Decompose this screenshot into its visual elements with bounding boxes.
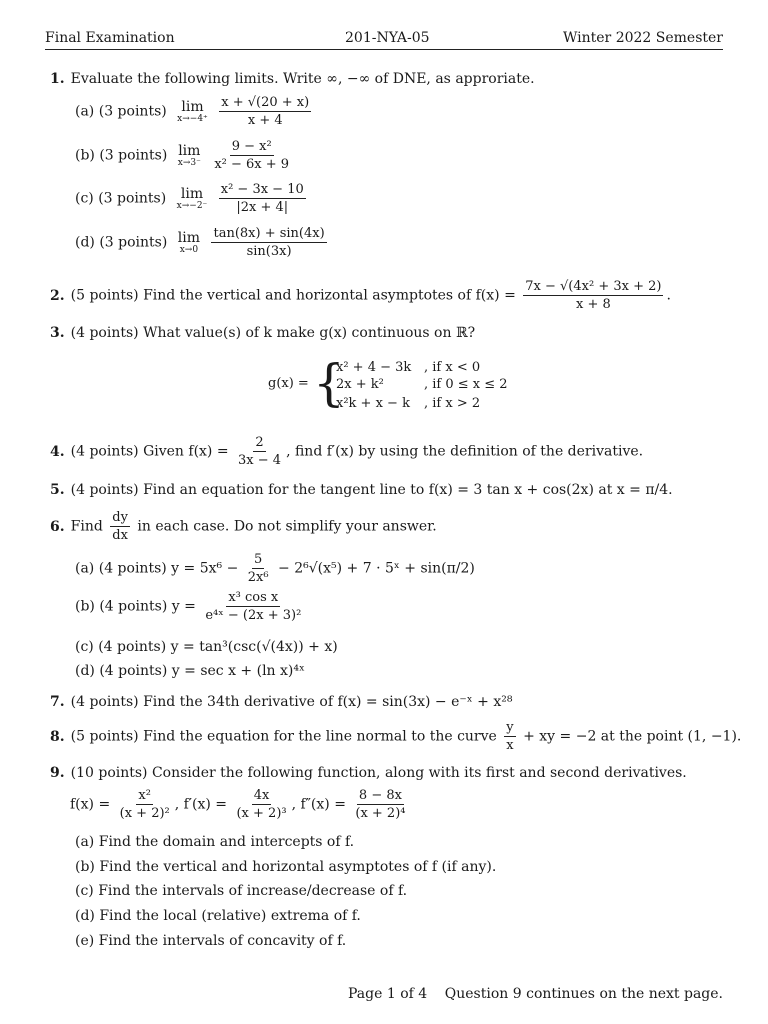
part-label: (b) (75, 598, 95, 615)
part-points: (4 points) (99, 663, 168, 679)
question-1 (50, 71, 535, 87)
question-number: 8. (50, 728, 65, 745)
question-text: Find an equation for the tangent line to f(x) = 3 tan x + cos(2x) at x = π/4. (143, 482, 673, 498)
question-number: 9. (50, 765, 65, 781)
continuation-note: Question 9 continues on the next page. (444, 986, 723, 1002)
piecewise-lhs: g(x) = (268, 376, 309, 391)
page-number: Page 1 of 4 (348, 986, 428, 1002)
limit-operator: lim x→0 (177, 229, 201, 255)
part-expression: y = tan³(csc(√(4x)) + x) (170, 639, 338, 655)
part-points: (4 points) (98, 560, 167, 577)
part-label: (d) (75, 234, 95, 251)
question-1a (75, 95, 314, 128)
part-text: Find the local (relative) extrema of f. (99, 908, 361, 924)
question-1b (75, 139, 294, 172)
part-label: (c) (75, 883, 94, 899)
question-6b: (b) (4 points) y = $\frac{\text{x³ cos x}}{\text{e⁴ˣ − (2x + 3)²}}$ (75, 590, 302, 623)
limit-fraction: $\frac{\text{9 − x²}}{\text{x² − 6x + 9}}$ (214, 139, 290, 172)
piece-cond-3: , if x > 2 (424, 396, 481, 411)
part-label: (d) (75, 663, 95, 679)
question-6c (75, 639, 338, 655)
part-label: (d) (75, 908, 95, 924)
piece-cond-2: , if 0 ≤ x ≤ 2 (424, 377, 508, 392)
question-points: (5 points) (70, 287, 139, 304)
question-9d (75, 908, 361, 924)
question-points: (4 points) (70, 443, 139, 460)
question-7 (50, 694, 512, 710)
function-definitions: f(x) = $\frac{\text{x²}}{\text{(x + 2)²}}$ , f′(x) = $\frac{4x}{\text{(x + 2)³}}$ , f″(x) = $\frac{8 - 8x}{\text{(x + 2)⁴}}$ (70, 788, 406, 821)
piece-expr-1: x² + 4 − 3k (336, 360, 412, 375)
header-course-title: Final Examination (45, 30, 175, 46)
limit-operator: lim x→−4⁺ (177, 98, 208, 124)
part-label: (b) (75, 859, 95, 875)
question-number: 4. (50, 443, 65, 460)
part-label: (c) (75, 190, 94, 207)
question-points: (4 points) (70, 694, 139, 710)
question-number: 1. (50, 71, 65, 87)
limit-operator: lim x→−2⁻ (176, 185, 208, 211)
question-9b (75, 859, 496, 875)
part-text: Find the domain and intercepts of f. (98, 834, 355, 850)
question-9c (75, 883, 407, 899)
question-number: 6. (50, 518, 65, 535)
limit-operator: lim x→3⁻ (177, 142, 201, 168)
part-text: Find the intervals of increase/decrease of f. (98, 883, 408, 899)
question-text: in each case. Do not simplify your answer. (137, 518, 437, 535)
question-6a: (a) (4 points) y = 5x⁶ − $\frac{5}{\text{2x⁶}}$ − 2⁶√(x⁵) + 7 · 5ˣ + sin(π/2) (75, 552, 475, 585)
header-semester: Winter 2022 Semester (563, 30, 723, 46)
question-9e (75, 933, 346, 949)
part-label: (a) (75, 560, 95, 577)
piecewise-brace: { (313, 354, 345, 412)
part-points: (4 points) (98, 639, 167, 655)
part-fraction: $\frac{5}{\text{2x⁶}}$ (247, 552, 269, 585)
question-3 (50, 325, 475, 341)
question-6: 6. Find $\frac{dy}{dx}$ in each case. Do not simplify your answer. (50, 510, 437, 543)
function-fraction: $\frac{2}{3x - 4}$ (238, 435, 282, 468)
question-1d (75, 226, 330, 259)
question-number: 5. (50, 482, 65, 498)
question-2: 2. (5 points) Find the vertical and horizontal asymptotes of f(x) = $\frac{\text{7x − √(4x² + 3x + 2)}}{x + 8}$ . (50, 279, 671, 312)
question-number: 3. (50, 325, 65, 341)
question-text: Given f(x) = (143, 443, 229, 460)
question-text: What value(s) of k make g(x) continuous on ℝ? (143, 325, 476, 341)
question-text: Find the 34th derivative of f(x) = sin(3x) − e⁻ˣ + x²⁸ (143, 694, 513, 710)
curve-fraction: $\frac{y}{x}$ (506, 720, 514, 753)
f-double-prime-fraction: $\frac{8 - 8x}{\text{(x + 2)⁴}}$ (355, 788, 406, 821)
limit-fraction: $\frac{\tan(8x) + \sin(4x)}{\sin(3x)}$ (213, 226, 325, 259)
asymptote-fraction: $\frac{\text{7x − √(4x² + 3x + 2)}}{x + 8}$ (525, 279, 662, 312)
part-points: (3 points) (99, 234, 168, 251)
question-text: Consider the following function, along with its first and second derivatives. (151, 765, 687, 781)
part-text: Find the intervals of concavity of f. (98, 933, 347, 949)
question-text: Find the equation for the line normal to the curve (143, 728, 497, 745)
question-text: Find the vertical and horizontal asymptotes of f(x) = (143, 287, 516, 304)
part-points: (3 points) (98, 190, 167, 207)
part-points: (3 points) (99, 147, 168, 164)
question-5 (50, 482, 673, 498)
part-label: (a) (75, 834, 95, 850)
derivative-fraction: $\frac{dy}{dx}$ (112, 510, 128, 543)
limit-fraction: $\frac{\text{x² − 3x − 10}}{|2x + 4|}$ (220, 182, 304, 215)
part-label: (e) (75, 933, 95, 949)
question-4: 4. (4 points) Given f(x) = $\frac{2}{3x - 4}$ , find f′(x) by using the definition of the derivative. (50, 435, 644, 468)
part-label: (a) (75, 103, 95, 120)
limit-fraction: $\frac{x + √(20 + x)}{x + 4}$ (221, 95, 310, 128)
question-8: 8. (5 points) Find the equation for the line normal to the curve $\frac{y}{x}$ + xy = −2 at the point (1, −1). (50, 720, 742, 753)
piece-expr-3: x²k + x − k (336, 396, 410, 411)
question-9 (50, 765, 687, 781)
header-rule (45, 49, 723, 50)
piece-expr-2: 2x + k² (336, 377, 384, 392)
header-course-code: 201-NYA-05 (345, 30, 430, 46)
question-text: Evaluate the following limits. Write ∞, −∞ of DNE, as approriate. (70, 71, 535, 87)
question-points: (4 points) (70, 482, 139, 498)
question-points: (4 points) (70, 325, 139, 341)
question-points: (5 points) (70, 728, 139, 745)
part-fraction: $\frac{\text{x³ cos x}}{\text{e⁴ˣ − (2x + 3)²}}$ (205, 590, 302, 623)
question-6d (75, 663, 305, 679)
question-9a (75, 834, 354, 850)
part-expression: y = sec x + (ln x)⁴ˣ (171, 663, 305, 679)
part-label: (c) (75, 639, 94, 655)
part-points: (4 points) (99, 598, 168, 615)
question-points: (10 points) (70, 765, 148, 781)
f-fraction: $\frac{\text{x²}}{\text{(x + 2)²}}$ (119, 788, 170, 821)
part-points: (3 points) (98, 103, 167, 120)
question-1c (75, 182, 309, 215)
part-text: Find the vertical and horizontal asymptotes of f (if any). (99, 859, 497, 875)
piece-cond-1: , if x < 0 (424, 360, 481, 375)
part-label: (b) (75, 147, 95, 164)
question-number: 2. (50, 287, 65, 304)
f-prime-fraction: $\frac{4x}{\text{(x + 2)³}}$ (236, 788, 287, 821)
question-number: 7. (50, 694, 65, 710)
